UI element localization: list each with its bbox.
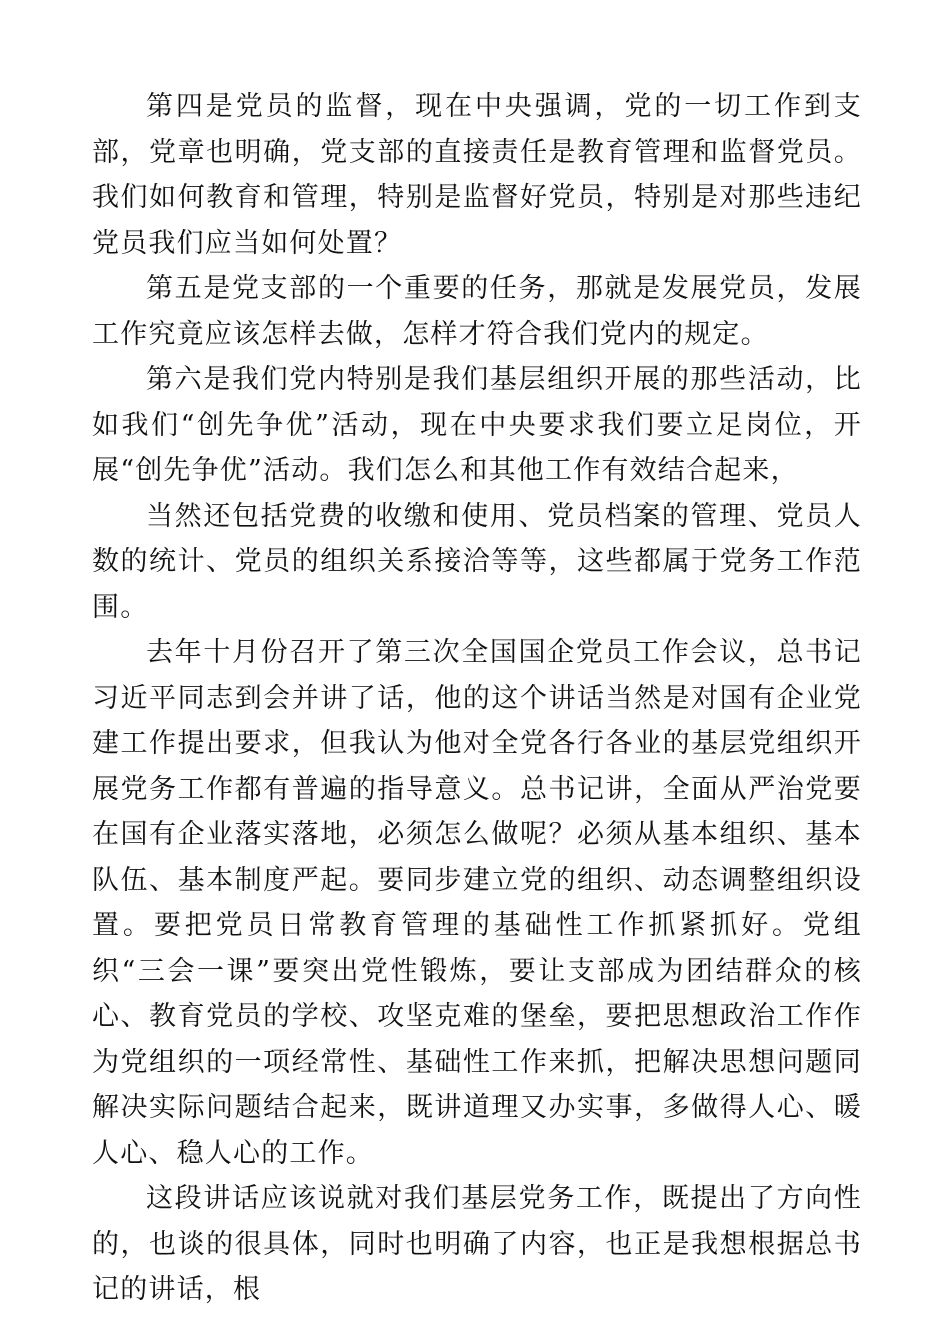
paragraph-6: 这段讲话应该说就对我们基层党务工作，既提出了方向性的，也谈的很具体，同时也明确了内容，也正是我想根据总书记的讲话，根 [92,1183,862,1305]
paragraph-3: 第六是我们党内特别是我们基层组织开展的那些活动，比如我们“创先争优”活动，现在中央要求我们要立足岗位，开展“创先争优”活动。我们怎么和其他工作有效结合起来， [92,364,862,486]
paragraph-2: 第五是党支部的一个重要的任务，那就是发展党员，发展工作究竟应该怎样去做，怎样才符合我们党内的规定。 [92,273,862,350]
paragraph-4: 当然还包括党费的收缴和使用、党员档案的管理、党员人数的统计、党员的组织关系接洽等等，这些都属于党务工作范围。 [92,500,862,623]
document-body [92,84,862,1313]
paragraph-5: 去年十月份召开了第三次全国国企党员工作会议，总书记习近平同志到会并讲了话，他的这个讲话当然是对国有企业党建工作提出要求，但我认为他对全党各行各业的基层党组织开展党务工作都有普遍的指导意义。总书记讲，全面从严治党要在国有企业落实落地，必须怎么做呢？必须从基本组织、基本队伍、基本制度严起。要同步建立党的组织、动态调整组织设置。要把党员日常教育管理的基础性工作抓紧抓好。党组织“三会一课”要突出党性锻炼，要让支部成为团结群众的核心、教育党员的学校、攻坚克难的堡垒，要把思想政治工作作为党组织的一项经常性、基础性工作来抓，把解决思想问题同解决实际问题结合起来，既讲道理又办实事，多做得人心、暖人心、稳人心的工作。 [92,637,862,1169]
paragraph-1: 第四是党员的监督，现在中央强调，党的一切工作到支部，党章也明确，党支部的直接责任是教育管理和监督党员。我们如何教育和管理，特别是监督好党员，特别是对那些违纪党员我们应当如何处置？ [92,91,862,259]
